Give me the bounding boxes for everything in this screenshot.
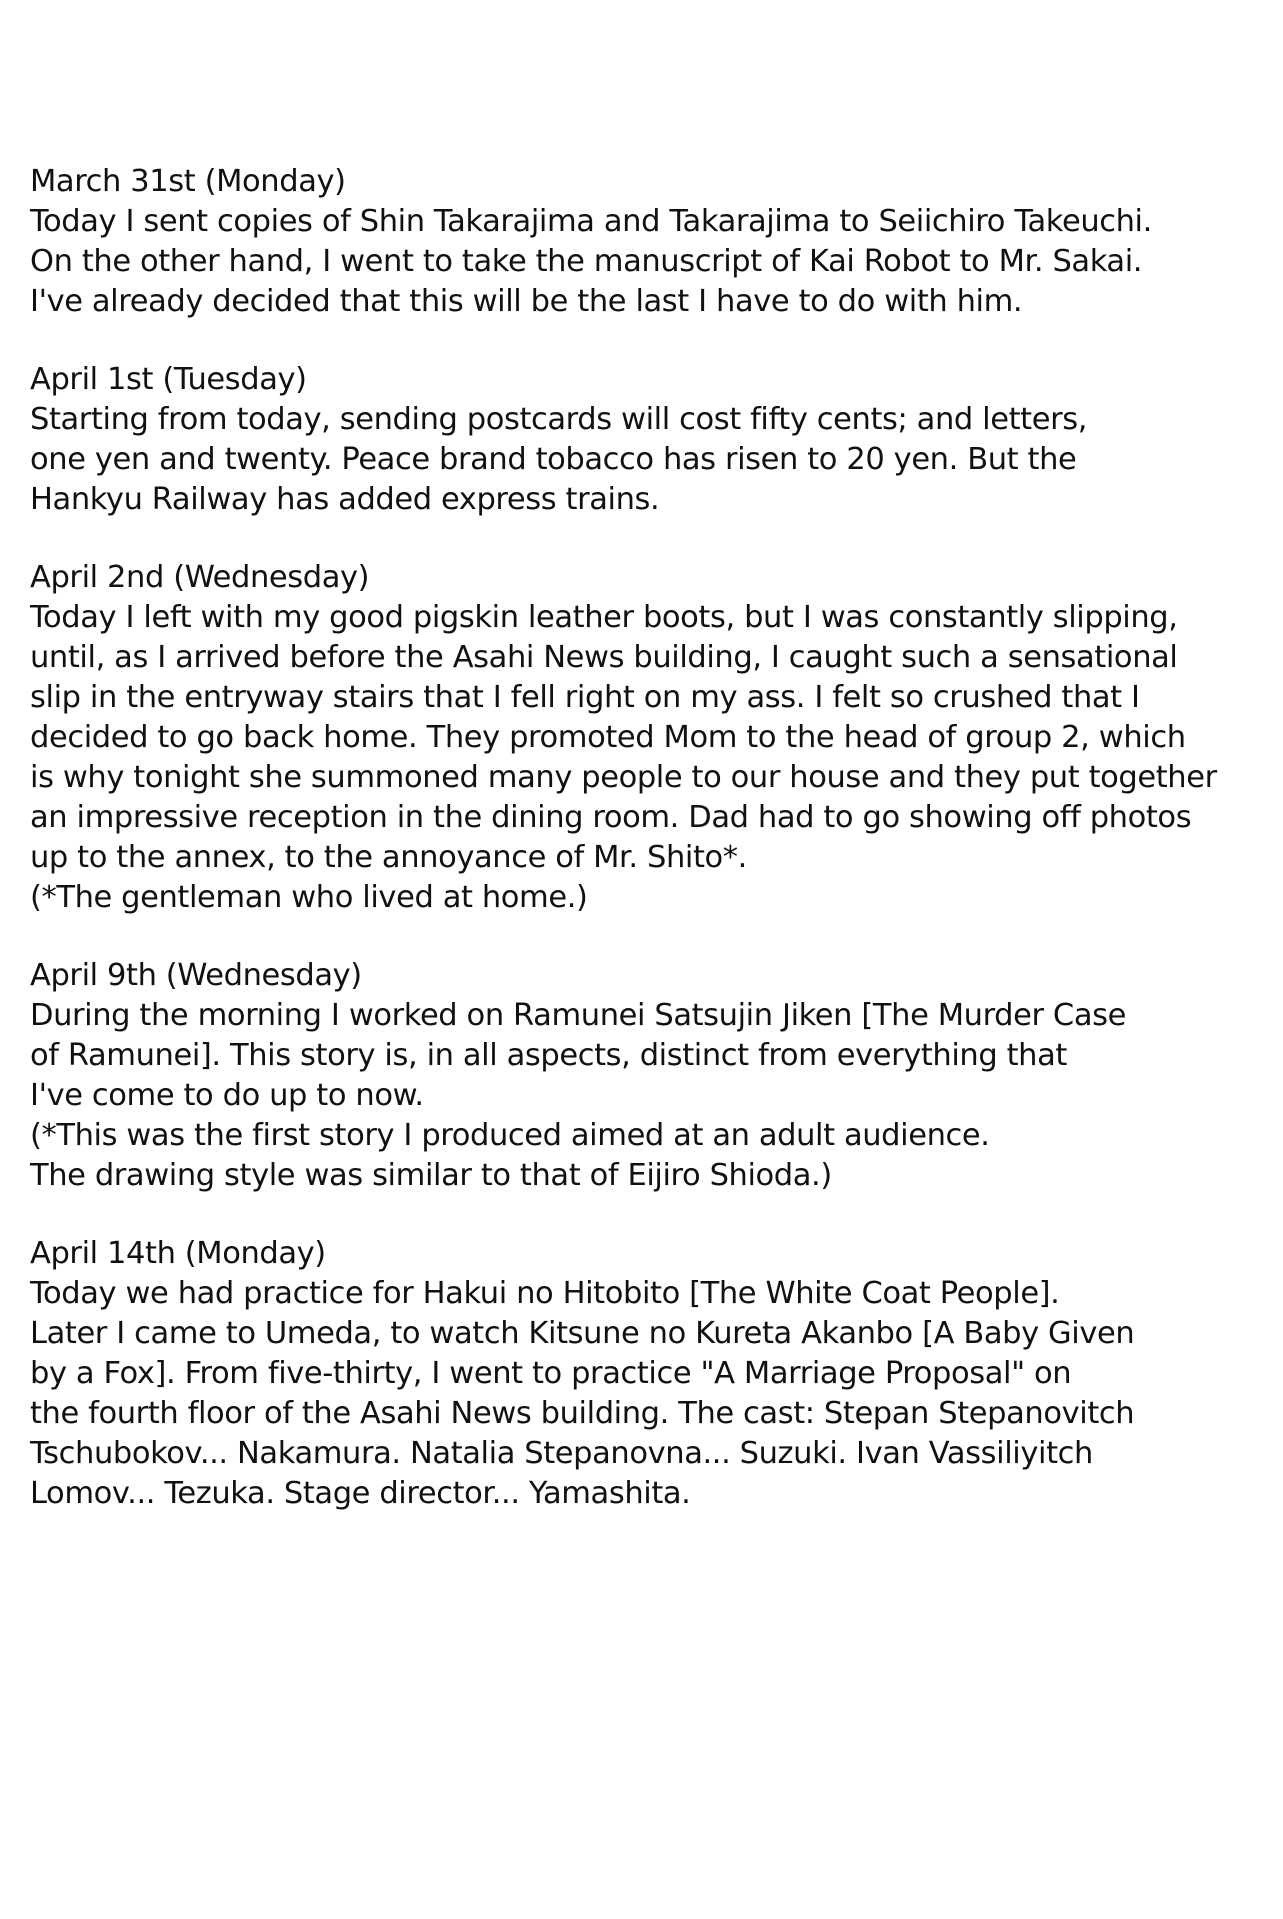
entry-date: April 2nd (Wednesday) bbox=[30, 560, 370, 595]
entry-line: an impressive reception in the dining room. Dad had to go showing off photos bbox=[30, 800, 1192, 835]
entry-line: until, as I arrived before the Asahi News building, I caught such a sensational bbox=[30, 640, 1178, 675]
entry-line: decided to go back home. They promoted Mom to the head of group 2, which bbox=[30, 720, 1186, 755]
entry-date: April 9th (Wednesday) bbox=[30, 958, 362, 993]
entry-line: by a Fox]. From five-thirty, I went to practice "A Marriage Proposal" on bbox=[30, 1356, 1072, 1391]
entry-date: April 1st (Tuesday) bbox=[30, 362, 307, 397]
entry-line: During the morning I worked on Ramunei Satsujin Jiken [The Murder Case bbox=[30, 998, 1126, 1033]
diary-entry bbox=[30, 956, 1265, 1196]
entry-line: one yen and twenty. Peace brand tobacco has risen to 20 yen. But the bbox=[30, 442, 1077, 477]
entry-line: Later I came to Umeda, to watch Kitsune no Kureta Akanbo [A Baby Given bbox=[30, 1316, 1135, 1351]
diary-entry bbox=[30, 162, 1265, 322]
entry-footnote: (*This was the first story I produced aimed at an adult audience. bbox=[30, 1118, 990, 1153]
entry-footnote: (*The gentleman who lived at home.) bbox=[30, 880, 588, 915]
entry-date: April 14th (Monday) bbox=[30, 1236, 326, 1271]
entry-line: Today I left with my good pigskin leather boots, but I was constantly slipping, bbox=[30, 600, 1178, 635]
entry-line: Tschubokov... Nakamura. Natalia Stepanovna... Suzuki. Ivan Vassiliyitch bbox=[30, 1436, 1093, 1471]
entry-line: Today we had practice for Hakui no Hitobito [The White Coat People]. bbox=[30, 1276, 1060, 1311]
entry-date: March 31st (Monday) bbox=[30, 164, 346, 199]
entry-line: up to the annex, to the annoyance of Mr. Shito*. bbox=[30, 840, 747, 875]
entry-footnote: The drawing style was similar to that of Eijiro Shioda.) bbox=[30, 1158, 832, 1193]
entry-line: slip in the entryway stairs that I fell right on my ass. I felt so crushed that I bbox=[30, 680, 1140, 715]
diary-entry bbox=[30, 360, 1265, 520]
entry-line: Lomov... Tezuka. Stage director... Yamashita. bbox=[30, 1476, 691, 1511]
diary-entry bbox=[30, 1234, 1265, 1514]
diary-entry bbox=[30, 558, 1265, 918]
entry-line: I've come to do up to now. bbox=[30, 1078, 424, 1113]
entry-line: Hankyu Railway has added express trains. bbox=[30, 482, 660, 517]
entry-line: is why tonight she summoned many people to our house and they put together bbox=[30, 760, 1217, 795]
entry-line: Starting from today, sending postcards will cost fifty cents; and letters, bbox=[30, 402, 1087, 437]
entry-line: I've already decided that this will be the last I have to do with him. bbox=[30, 284, 1023, 319]
entry-line: On the other hand, I went to take the manuscript of Kai Robot to Mr. Sakai. bbox=[30, 244, 1143, 279]
entry-line: Today I sent copies of Shin Takarajima and Takarajima to Seiichiro Takeuchi. bbox=[30, 204, 1152, 239]
entry-line: of Ramunei]. This story is, in all aspects, distinct from everything that bbox=[30, 1038, 1067, 1073]
entry-line: the fourth floor of the Asahi News building. The cast: Stepan Stepanovitch bbox=[30, 1396, 1135, 1431]
diary-text-block bbox=[30, 162, 1265, 1552]
